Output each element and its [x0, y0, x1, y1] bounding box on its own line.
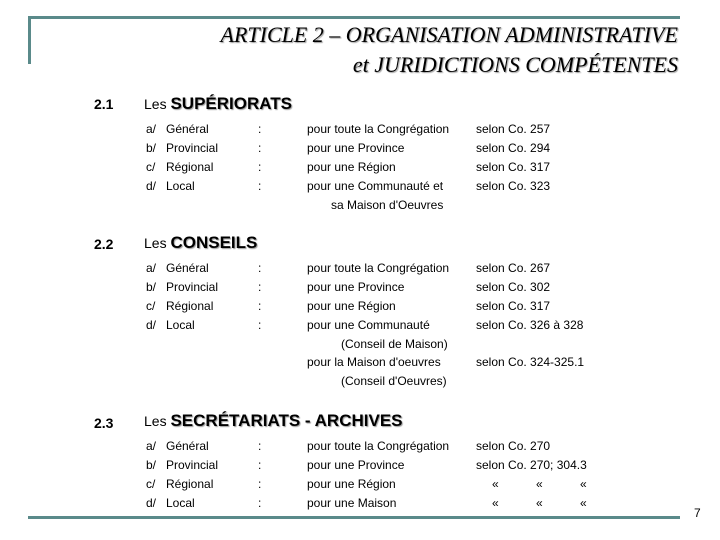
- item-letter: c/: [146, 299, 156, 313]
- item-level: Régional: [166, 477, 214, 491]
- item-colon: :: [258, 299, 262, 313]
- list-item: [0, 456, 720, 475]
- item-letter: d/: [146, 496, 157, 510]
- maison-oeuvres-scope: pour la Maison d'oeuvres: [307, 355, 441, 369]
- list-item: [0, 353, 720, 372]
- frame-bottom-rule: [28, 516, 680, 519]
- list-item: [0, 177, 720, 196]
- item-letter: a/: [146, 261, 157, 275]
- list-item: [0, 139, 720, 158]
- item-letter: c/: [146, 477, 156, 491]
- section-prefix: Les: [144, 235, 167, 251]
- item-letter: a/: [146, 439, 157, 453]
- item-scope-continuation: sa Maison d'Oeuvres: [331, 198, 444, 212]
- conseil-oeuvres-note: (Conseil d'Oeuvres): [341, 374, 447, 388]
- item-scope: pour toute la Congrégation: [307, 261, 450, 275]
- item-reference: selon Co. 317: [476, 160, 551, 174]
- item-scope: pour une Province: [307, 280, 405, 294]
- maison-oeuvres-reference: selon Co. 324-325.1: [476, 355, 585, 369]
- list-item: [0, 437, 720, 456]
- ditto-mark: «: [492, 496, 499, 510]
- ditto-mark: «: [580, 496, 587, 510]
- item-letter: c/: [146, 160, 156, 174]
- list-item: [0, 475, 720, 494]
- section-heading: [144, 411, 403, 431]
- list-item: [0, 278, 720, 297]
- item-letter: b/: [146, 141, 157, 155]
- item-reference: selon Co. 326 à 328: [476, 318, 584, 332]
- ditto-mark: «: [580, 477, 587, 491]
- item-level: Général: [166, 261, 209, 275]
- list-item: [0, 297, 720, 316]
- frame-top-rule: [28, 16, 680, 19]
- item-reference: selon Co. 302: [476, 280, 551, 294]
- conseil-de-maison-note: (Conseil de Maison): [341, 337, 448, 351]
- ditto-mark: «: [536, 496, 543, 510]
- item-level: Général: [166, 439, 209, 453]
- list-item-continuation: [0, 372, 720, 391]
- section-heading: [144, 233, 257, 253]
- section-number: 2.2: [94, 236, 114, 252]
- item-letter: d/: [146, 318, 157, 332]
- item-letter: d/: [146, 179, 157, 193]
- page-number: 7: [694, 506, 701, 520]
- list-item-continuation: [0, 335, 720, 354]
- section-number: 2.3: [94, 415, 114, 431]
- item-colon: :: [258, 496, 262, 510]
- item-level: Régional: [166, 160, 214, 174]
- page-title: [221, 20, 679, 80]
- ditto-mark: «: [492, 477, 499, 491]
- section-number: 2.1: [94, 96, 114, 112]
- item-scope: pour une Communauté: [307, 318, 430, 332]
- list-item: [0, 316, 720, 335]
- section-prefix: Les: [144, 96, 167, 112]
- item-colon: :: [258, 179, 262, 193]
- frame-left-rule: [28, 16, 31, 64]
- item-scope: pour une Communauté et: [307, 179, 444, 193]
- title-line-1: ARTICLE 2 – ORGANISATION ADMINISTRATIVE: [220, 22, 678, 47]
- item-colon: :: [258, 439, 262, 453]
- item-level: Local: [166, 496, 195, 510]
- item-letter: a/: [146, 122, 157, 136]
- list-item: [0, 259, 720, 278]
- section-title: SECRÉTARIATS - ARCHIVES: [170, 411, 403, 430]
- item-level: Général: [166, 122, 209, 136]
- item-scope: pour une Région: [307, 160, 396, 174]
- item-reference: selon Co. 270: [476, 439, 551, 453]
- item-level: Régional: [166, 299, 214, 313]
- item-scope: pour une Région: [307, 299, 396, 313]
- section-prefix: Les: [144, 413, 167, 429]
- item-colon: :: [258, 122, 262, 136]
- item-reference: selon Co. 270; 304.3: [476, 458, 587, 472]
- list-item: [0, 494, 720, 513]
- item-level: Local: [166, 179, 195, 193]
- title-line-2: et JURIDICTIONS COMPÉTENTES: [352, 52, 678, 77]
- item-reference: selon Co. 267: [476, 261, 551, 275]
- item-colon: :: [258, 141, 262, 155]
- item-reference: selon Co. 257: [476, 122, 551, 136]
- item-level: Provincial: [166, 458, 219, 472]
- item-letter: b/: [146, 280, 157, 294]
- item-reference: selon Co. 294: [476, 141, 551, 155]
- list-item: [0, 158, 720, 177]
- item-scope: pour une Région: [307, 477, 396, 491]
- section-heading: [144, 94, 292, 114]
- item-scope: pour une Province: [307, 141, 405, 155]
- section-title: CONSEILS: [170, 233, 258, 252]
- ditto-mark: «: [536, 477, 543, 491]
- item-level: Local: [166, 318, 195, 332]
- item-colon: :: [258, 458, 262, 472]
- item-scope: pour toute la Congrégation: [307, 439, 450, 453]
- item-level: Provincial: [166, 280, 219, 294]
- item-colon: :: [258, 261, 262, 275]
- item-colon: :: [258, 160, 262, 174]
- item-letter: b/: [146, 458, 157, 472]
- item-colon: :: [258, 280, 262, 294]
- list-item: [0, 120, 720, 139]
- item-reference: selon Co. 317: [476, 299, 551, 313]
- item-scope: pour une Province: [307, 458, 405, 472]
- list-item-continuation: [0, 196, 720, 215]
- item-scope: pour une Maison: [307, 496, 397, 510]
- item-colon: :: [258, 477, 262, 491]
- item-reference: selon Co. 323: [476, 179, 551, 193]
- section-title: SUPÉRIORATS: [170, 94, 293, 113]
- item-scope: pour toute la Congrégation: [307, 122, 450, 136]
- item-colon: :: [258, 318, 262, 332]
- item-level: Provincial: [166, 141, 219, 155]
